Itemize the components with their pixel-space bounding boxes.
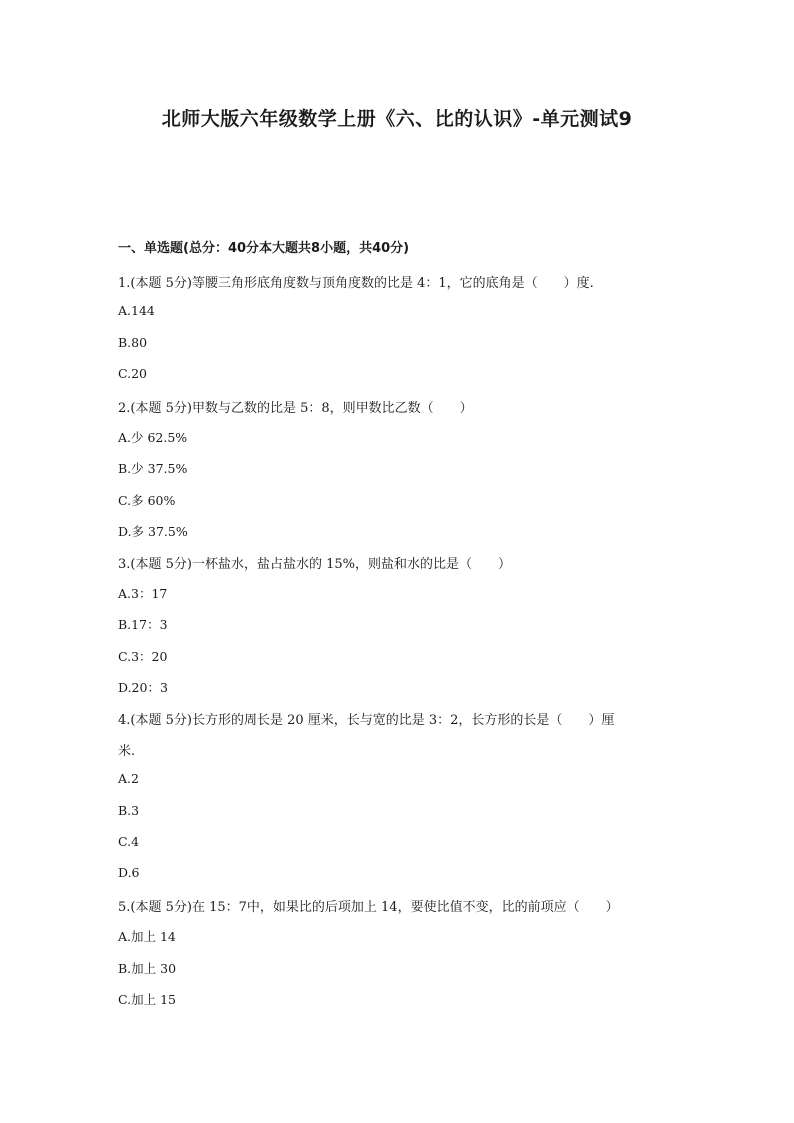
question-2-option-c: C.多 60%	[118, 493, 176, 508]
question-3-option-d: D.20：3	[118, 680, 168, 695]
question-4-option-c: C.4	[118, 834, 140, 849]
question-2-text: 2.(本题 5分)甲数与乙数的比是 5：8，则甲数比乙数（ ）	[118, 401, 473, 416]
question-1-option-a: A.144	[118, 303, 155, 318]
question-3-option-c: C.3：20	[118, 649, 168, 664]
question-5-option-a: A.加上 14	[118, 929, 176, 944]
question-1-text: 1.(本题 5分)等腰三角形底角度数与顶角度数的比是 4：1，它的底角是（ ）度.	[118, 276, 594, 291]
question-2-option-b: B.少 37.5%	[118, 461, 188, 476]
question-4-option-b: B.3	[118, 803, 140, 818]
question-3-option-b: B.17：3	[118, 617, 168, 632]
question-2-option-a: A.少 62.5%	[118, 430, 188, 445]
section-heading: 一、单选题(总分：40分本大题共8小题，共40分)	[118, 241, 410, 256]
page-title: 北师大版六年级数学上册《六、比的认识》-单元测试9	[161, 108, 633, 130]
question-5-text: 5.(本题 5分)在 15：7中，如果比的后项加上 14，要使比值不变，比的前项应（ ）	[118, 900, 619, 915]
question-2-option-d: D.多 37.5%	[118, 524, 188, 539]
question-1-option-b: B.80	[118, 335, 148, 350]
question-3-option-a: A.3：17	[118, 586, 168, 601]
question-4-option-d: D.6	[118, 865, 140, 880]
question-4-text-line1: 4.(本题 5分)长方形的周长是 20 厘米，长与宽的比是 3：2，长方形的长是（ ）厘	[118, 713, 615, 728]
question-5-option-b: B.加上 30	[118, 961, 177, 976]
question-5-option-c: C.加上 15	[118, 992, 176, 1007]
question-3-text: 3.(本题 5分)一杯盐水，盐占盐水的 15%，则盐和水的比是（ ）	[118, 557, 511, 572]
question-4-text-line2: 米.	[118, 744, 136, 759]
question-4-option-a: A.2	[118, 771, 139, 786]
question-1-option-c: C.20	[118, 366, 147, 381]
